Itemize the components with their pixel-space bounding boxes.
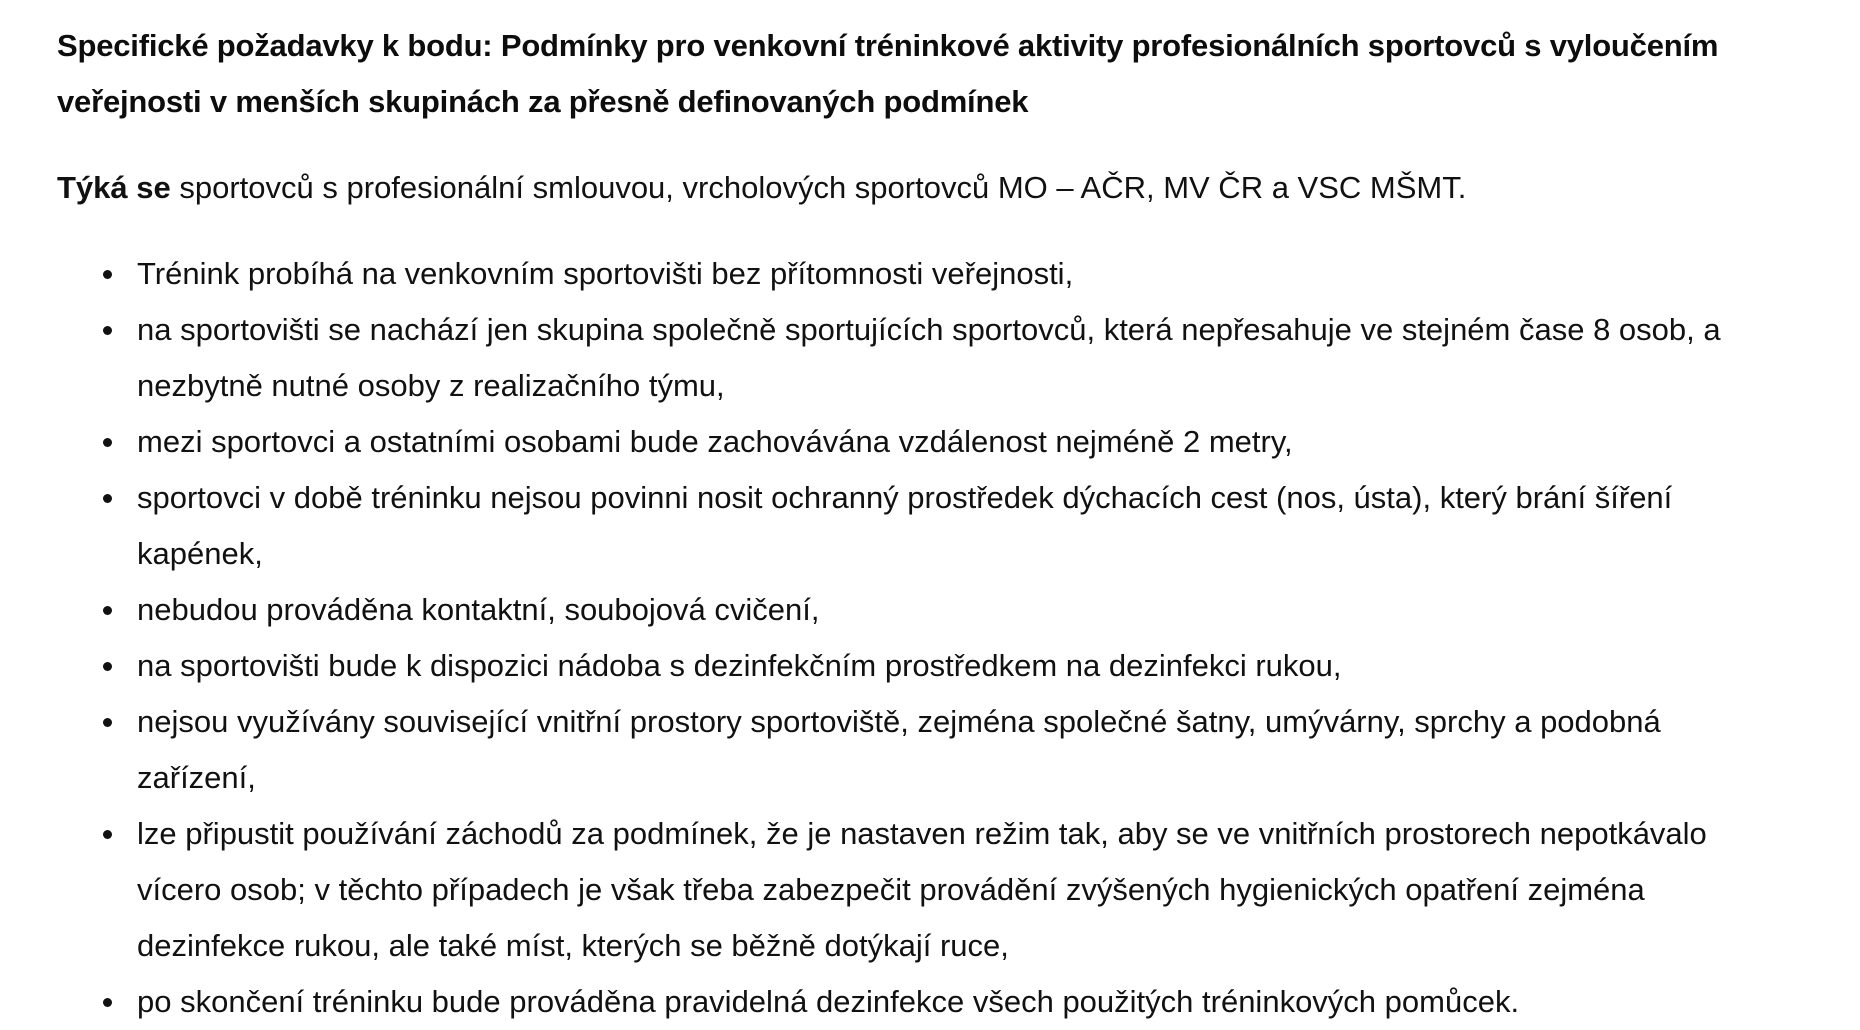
section-heading: Specifické požadavky k bodu: Podmínky pro venkovní tréninkové aktivity profesionálních sportovců s vyloučením veřejnosti v menších skupinách za přesně definovaných podmínek bbox=[57, 28, 1719, 119]
list-item bbox=[137, 582, 1777, 638]
list-item bbox=[137, 470, 1777, 582]
bullet-icon bbox=[103, 270, 112, 279]
bullet-icon bbox=[103, 830, 112, 839]
requirements-list bbox=[57, 246, 1777, 1030]
list-item bbox=[137, 246, 1777, 302]
list-item-text: Trénink probíhá na venkovním sportovišti bez přítomnosti veřejnosti, bbox=[137, 256, 1074, 291]
bullet-icon bbox=[103, 998, 112, 1007]
list-item-text: po skončení tréninku bude prováděna pravidelná dezinfekce všech použitých tréninkových pomůcek. bbox=[137, 984, 1520, 1019]
bullet-icon bbox=[103, 718, 112, 727]
list-item-text: lze připustit používání záchodů za podmínek, že je nastaven režim tak, aby se ve vnitřních prostorech nepotkávalo vícero osob; v těchto případech je však třeba zabezpečit provádění zvýšených hygienických opatření zejména dezinfekce rukou, ale také míst, kterých se běžně dotýkají ruce, bbox=[137, 816, 1707, 963]
list-item-text: na sportovišti bude k dispozici nádoba s dezinfekčním prostředkem na dezinfekci rukou, bbox=[137, 648, 1342, 683]
list-item-text: sportovci v době tréninku nejsou povinni nosit ochranný prostředek dýchacích cest (nos, ústa), který brání šíření kapének, bbox=[137, 480, 1673, 571]
bullet-icon bbox=[103, 438, 112, 447]
bullet-icon bbox=[103, 662, 112, 671]
list-item-text: mezi sportovci a ostatními osobami bude zachovávána vzdálenost nejméně 2 metry, bbox=[137, 424, 1293, 459]
bullet-icon bbox=[103, 606, 112, 615]
bullet-icon bbox=[103, 326, 112, 335]
list-item bbox=[137, 302, 1777, 414]
intro-bold-lead: Týká se bbox=[57, 170, 171, 205]
list-item bbox=[137, 694, 1777, 806]
list-item bbox=[137, 414, 1777, 470]
document-body bbox=[57, 18, 1777, 1030]
bullet-icon bbox=[103, 494, 112, 503]
list-item-text: nebudou prováděna kontaktní, soubojová cvičení, bbox=[137, 592, 820, 627]
intro-text: sportovců s profesionální smlouvou, vrcholových sportovců MO – AČR, MV ČR a VSC MŠMT. bbox=[170, 170, 1467, 205]
list-item-text: nejsou využívány související vnitřní prostory sportoviště, zejména společné šatny, umývárny, sprchy a podobná zařízení, bbox=[137, 704, 1661, 795]
list-item bbox=[137, 638, 1777, 694]
list-item bbox=[137, 806, 1777, 974]
list-item-text: na sportovišti se nachází jen skupina společně sportujících sportovců, která nepřesahuje ve stejném čase 8 osob, a nezbytně nutné osoby z realizačního týmu, bbox=[137, 312, 1721, 403]
intro-paragraph bbox=[57, 160, 1777, 216]
list-item bbox=[137, 974, 1777, 1030]
